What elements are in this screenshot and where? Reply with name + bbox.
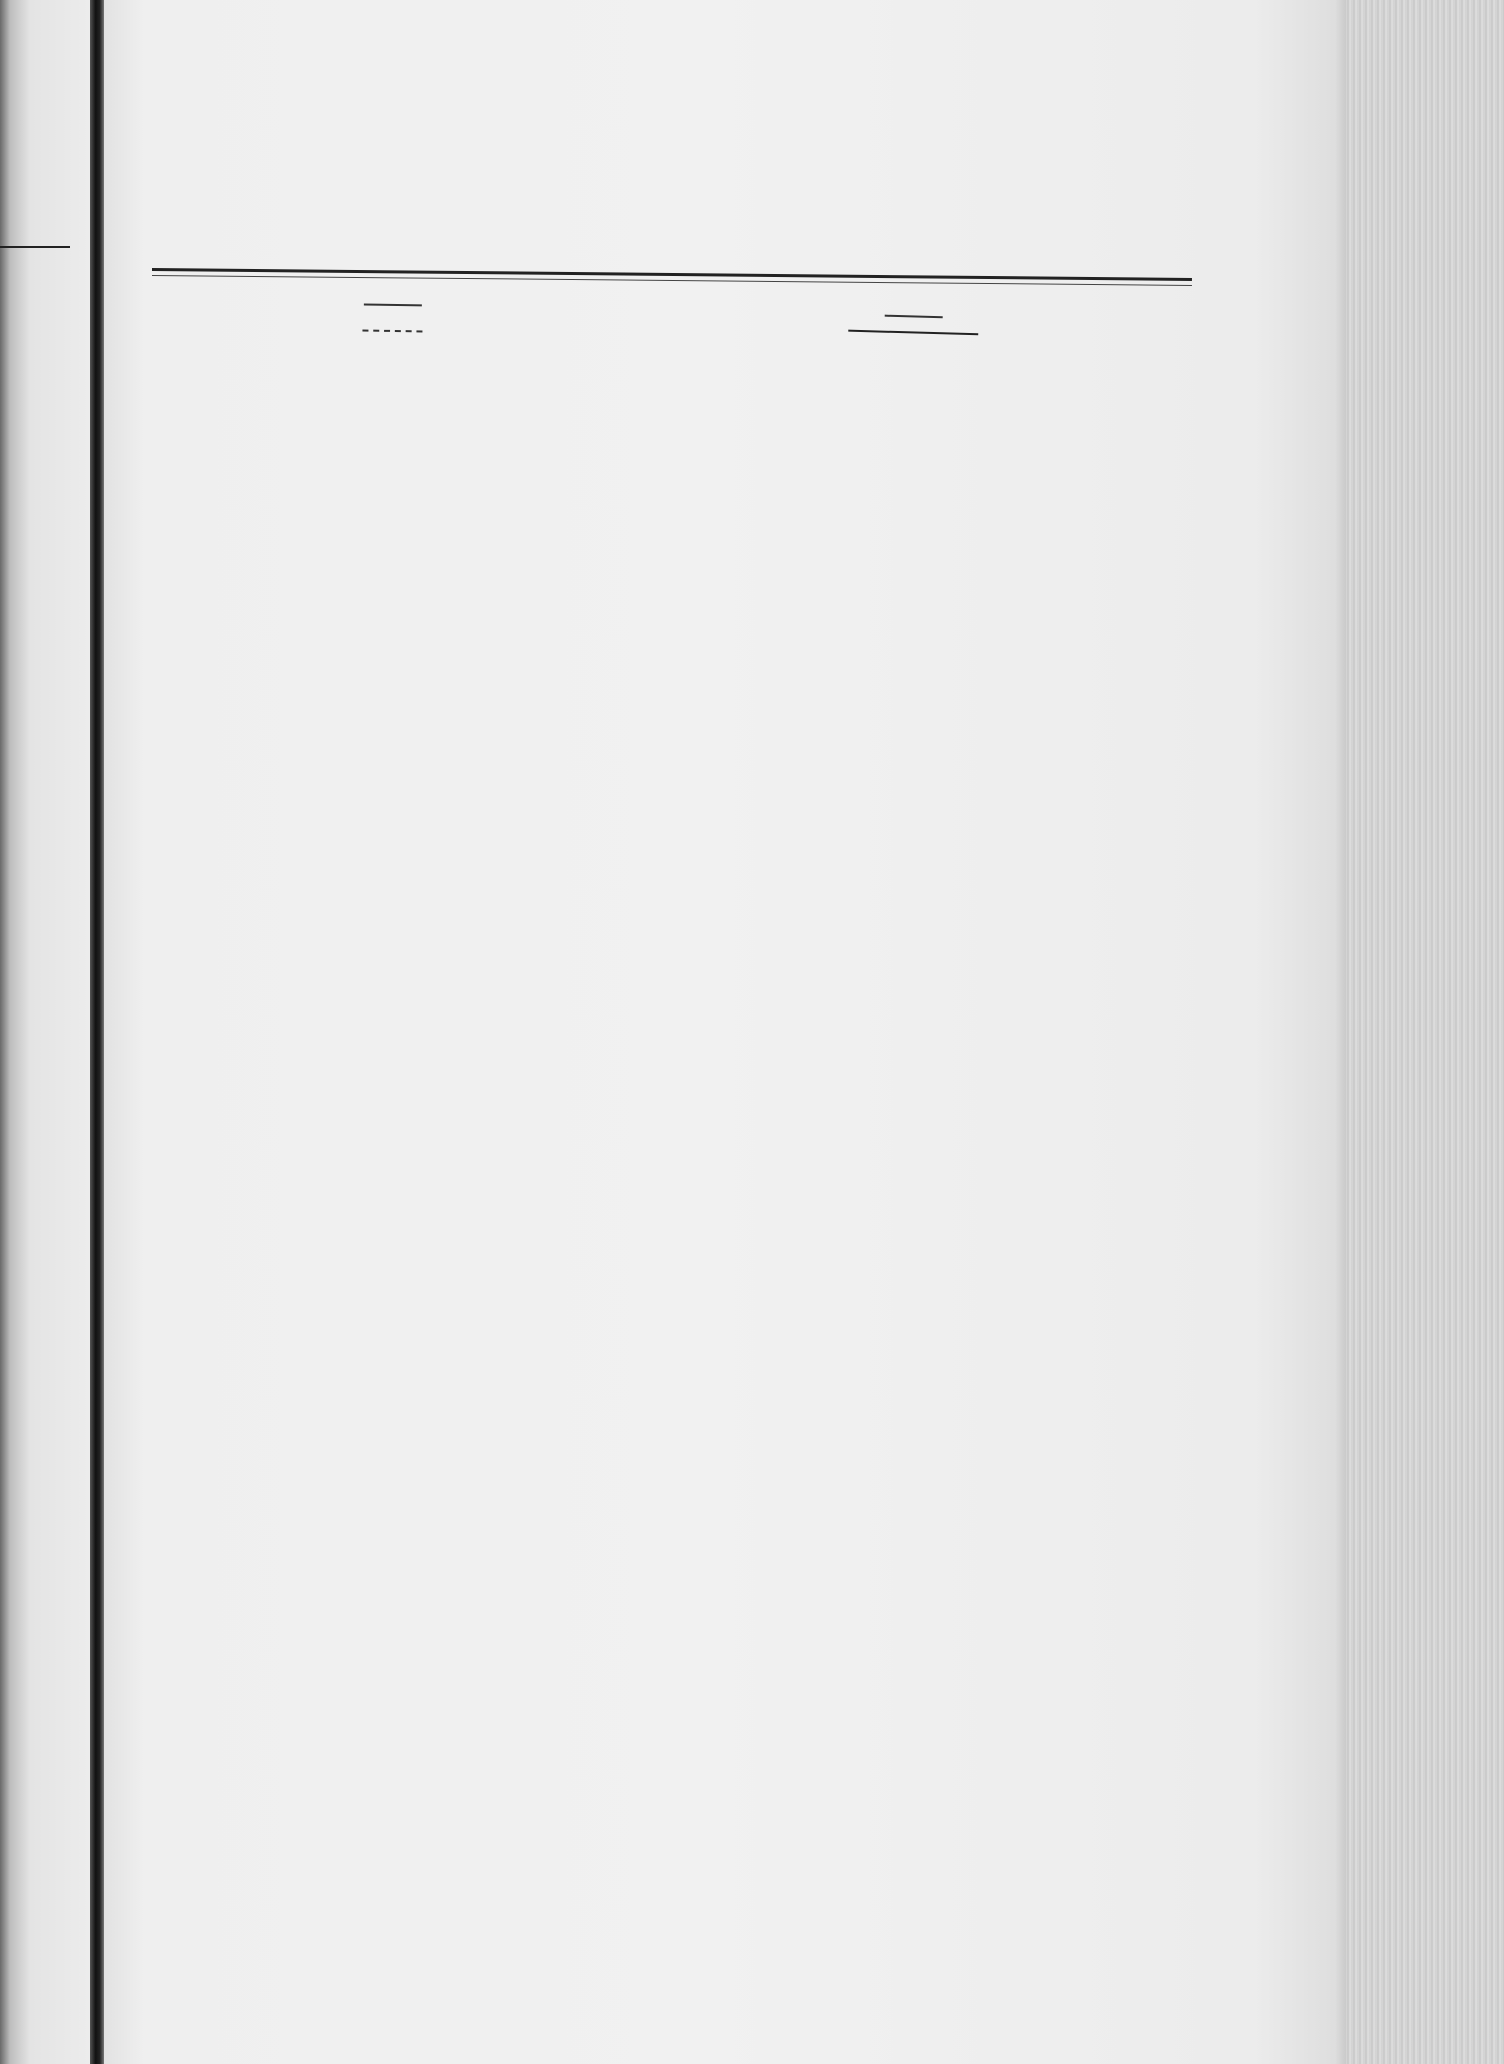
previous-page-rule (0, 246, 70, 248)
page-edges (1346, 0, 1504, 2064)
poem-attribution (140, 312, 645, 320)
book-binding (90, 0, 104, 2064)
section-divider (848, 330, 978, 336)
poem-body (140, 312, 645, 320)
page-header (152, 128, 1192, 303)
title-rule (884, 315, 942, 319)
title-rule (363, 304, 421, 307)
section-divider (362, 329, 422, 334)
previous-page (0, 0, 90, 2064)
left-column (139, 294, 645, 356)
